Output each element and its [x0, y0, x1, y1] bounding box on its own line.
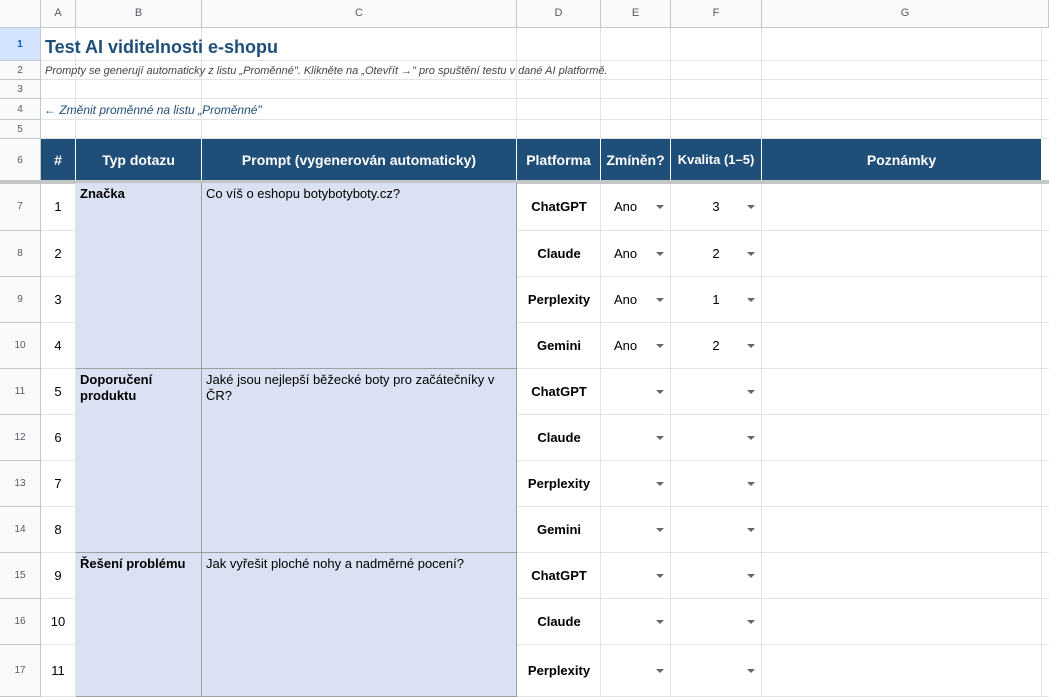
prompt-cell	[202, 553, 517, 697]
mentioned-dropdown[interactable]	[601, 645, 671, 696]
dropdown-caret-icon[interactable]	[747, 390, 755, 394]
quality-dropdown[interactable]	[671, 369, 762, 414]
row-header-10[interactable]	[0, 323, 41, 369]
row-header-1[interactable]	[0, 28, 41, 61]
column-header-g[interactable]	[762, 0, 1049, 28]
header-mentioned	[601, 139, 671, 181]
row-header-label: 3	[17, 83, 23, 95]
quality-dropdown[interactable]	[671, 599, 762, 644]
platform-name: Claude	[537, 246, 581, 261]
mentioned-dropdown[interactable]	[601, 277, 671, 322]
column-header-label: D	[554, 7, 563, 19]
row-number-cell	[41, 369, 76, 414]
quality-dropdown[interactable]	[671, 461, 762, 506]
notes-cell[interactable]	[762, 323, 1042, 368]
row-header-label: 17	[14, 665, 26, 676]
header-num-label: #	[54, 152, 62, 168]
platform-cell	[517, 553, 601, 598]
dropdown-caret-icon[interactable]	[747, 344, 755, 348]
platform-name: Gemini	[536, 522, 582, 537]
quality-dropdown[interactable]	[671, 507, 762, 552]
dropdown-caret-icon[interactable]	[747, 528, 755, 532]
column-header-f[interactable]	[671, 0, 762, 28]
platform-name: Perplexity	[527, 476, 591, 491]
prompt-cell	[202, 183, 517, 369]
query-type-text: Značka	[80, 186, 125, 201]
select-all-corner[interactable]	[0, 0, 41, 28]
row-number-cell	[41, 553, 76, 598]
quality-dropdown[interactable]	[671, 183, 762, 230]
column-header-b[interactable]	[76, 0, 202, 28]
row-header-12[interactable]	[0, 415, 41, 461]
notes-cell[interactable]	[762, 183, 1042, 230]
row-header-label: 5	[17, 123, 23, 135]
prompt-cell	[202, 369, 517, 553]
header-type-label: Typ dotazu	[102, 152, 175, 168]
row-number: 6	[54, 430, 62, 445]
row-number-cell	[41, 645, 76, 696]
query-type-text: Řešení problému	[80, 556, 186, 571]
quality-value: 1	[712, 292, 720, 307]
mentioned-dropdown[interactable]	[601, 415, 671, 460]
notes-cell[interactable]	[762, 507, 1042, 552]
mentioned-dropdown[interactable]	[601, 369, 671, 414]
platform-cell	[517, 369, 601, 414]
platform-cell	[517, 323, 601, 368]
row-header-label: 7	[17, 201, 23, 212]
mentioned-dropdown[interactable]	[601, 461, 671, 506]
column-header-c[interactable]	[202, 0, 517, 28]
mentioned-dropdown[interactable]	[601, 507, 671, 552]
header-num	[41, 139, 76, 181]
quality-value: 2	[712, 246, 720, 261]
platform-cell	[517, 183, 601, 230]
row-header-16[interactable]	[0, 599, 41, 645]
query-type-cell	[76, 183, 202, 369]
dropdown-caret-icon[interactable]	[656, 574, 664, 578]
platform-name: Gemini	[536, 338, 582, 353]
header-platform-label: Platforma	[526, 152, 591, 168]
row-number: 11	[51, 663, 65, 678]
quality-dropdown[interactable]	[671, 277, 762, 322]
platform-cell	[517, 415, 601, 460]
dropdown-caret-icon[interactable]	[747, 669, 755, 673]
row-header-label: 10	[14, 340, 26, 351]
prompt-text: Co víš o eshopu botybotyboty.cz?	[206, 186, 401, 201]
quality-dropdown[interactable]	[671, 323, 762, 368]
notes-cell[interactable]	[762, 645, 1042, 696]
row-header-label: 16	[14, 616, 26, 627]
column-header-label: E	[631, 7, 640, 19]
row-number: 5	[54, 384, 62, 399]
dropdown-caret-icon[interactable]	[656, 390, 664, 394]
platform-name: Claude	[537, 614, 581, 629]
notes-cell[interactable]	[762, 553, 1042, 598]
prompt-text: Jaké jsou nejlepší běžecké boty pro začátečníky v ČR?	[206, 372, 495, 403]
row-header-13[interactable]	[0, 461, 41, 507]
row-header-label: 2	[17, 64, 23, 76]
dropdown-caret-icon[interactable]	[656, 205, 664, 209]
dropdown-caret-icon[interactable]	[747, 298, 755, 302]
column-header-label: G	[900, 7, 910, 19]
platform-cell	[517, 507, 601, 552]
dropdown-caret-icon[interactable]	[747, 436, 755, 440]
row-number: 1	[54, 199, 62, 214]
row-header-14[interactable]	[0, 507, 41, 553]
platform-name: Claude	[537, 430, 581, 445]
row-number-cell	[41, 461, 76, 506]
header-type	[76, 139, 202, 181]
header-prompt-label: Prompt (vygenerován automaticky)	[241, 152, 477, 168]
quality-dropdown[interactable]	[671, 645, 762, 696]
mentioned-dropdown[interactable]	[601, 183, 671, 230]
row-header-label: 11	[14, 386, 26, 397]
row-number: 8	[54, 522, 62, 537]
mentioned-dropdown[interactable]	[601, 553, 671, 598]
mentioned-dropdown[interactable]	[601, 323, 671, 368]
platform-cell	[517, 231, 601, 276]
sheet-subtitle	[45, 61, 1035, 80]
row-header-label: 13	[14, 478, 26, 489]
platform-name: Perplexity	[527, 663, 591, 678]
platform-name: ChatGPT	[531, 568, 587, 583]
dropdown-caret-icon[interactable]	[747, 482, 755, 486]
notes-cell[interactable]	[762, 369, 1042, 414]
query-type-cell	[76, 553, 202, 697]
row-header-15[interactable]	[0, 553, 41, 599]
column-header-d[interactable]	[517, 0, 601, 28]
dropdown-caret-icon[interactable]	[656, 436, 664, 440]
row-number-cell	[41, 415, 76, 460]
column-header-a[interactable]	[41, 0, 76, 28]
column-header-label: C	[355, 7, 363, 19]
notes-cell[interactable]	[762, 415, 1042, 460]
dropdown-caret-icon[interactable]	[747, 252, 755, 256]
quality-dropdown[interactable]	[671, 231, 762, 276]
row-header-label: 4	[17, 103, 23, 115]
row-header-2[interactable]	[0, 61, 41, 80]
row-number: 7	[54, 476, 62, 491]
sheet-title	[45, 28, 745, 61]
prompt-text: Jak vyřešit ploché nohy a nadměrné pocení?	[206, 556, 464, 571]
platform-cell	[517, 461, 601, 506]
quality-value: 2	[712, 338, 720, 353]
dropdown-caret-icon[interactable]	[656, 298, 664, 302]
row-header-9[interactable]	[0, 277, 41, 323]
mentioned-dropdown[interactable]	[601, 599, 671, 644]
row-number: 10	[50, 614, 66, 629]
row-number: 2	[54, 246, 62, 261]
row-number: 4	[54, 338, 62, 353]
mentioned-value: Ano	[614, 199, 638, 214]
row-header-7[interactable]	[0, 183, 41, 231]
row-header-6[interactable]	[0, 139, 41, 183]
dropdown-caret-icon[interactable]	[656, 252, 664, 256]
header-prompt	[202, 139, 517, 181]
row-header-11[interactable]	[0, 369, 41, 415]
row-header-3[interactable]	[0, 80, 41, 99]
notes-cell[interactable]	[762, 277, 1042, 322]
row-number-cell	[41, 231, 76, 276]
header-quality-label: Kvalita (1–5)	[677, 152, 755, 167]
quality-value: 3	[712, 199, 720, 214]
row-header-label: 6	[17, 155, 23, 166]
dropdown-caret-icon[interactable]	[747, 205, 755, 209]
dropdown-caret-icon[interactable]	[656, 620, 664, 624]
row-number: 9	[54, 568, 62, 583]
notes-cell[interactable]	[762, 461, 1042, 506]
platform-name: ChatGPT	[531, 384, 587, 399]
row-number-cell	[41, 507, 76, 552]
mentioned-value: Ano	[614, 246, 638, 261]
platform-name: Perplexity	[527, 292, 591, 307]
change-variables-link-text: ← Změnit proměnné na listu „Proměnné"	[44, 102, 262, 117]
row-header-label: 9	[17, 294, 23, 305]
header-mentioned-label: Zmíněn?	[606, 152, 665, 168]
platform-cell	[517, 277, 601, 322]
quality-dropdown[interactable]	[671, 553, 762, 598]
query-type-text: Doporučení produktu	[80, 372, 153, 403]
row-header-4[interactable]	[0, 99, 41, 120]
row-header-5[interactable]	[0, 120, 41, 139]
query-type-cell	[76, 369, 202, 553]
dropdown-caret-icon[interactable]	[656, 482, 664, 486]
mentioned-value: Ano	[614, 292, 638, 307]
sheet-subtitle-text: Prompty se generují automaticky z listu „Proměnné". Klikněte na „Otevřít →" pro spuštění testu v dané AI platformě.	[45, 64, 608, 77]
row-number-cell	[41, 323, 76, 368]
mentioned-dropdown[interactable]	[601, 231, 671, 276]
dropdown-caret-icon[interactable]	[747, 574, 755, 578]
row-header-label: 15	[14, 570, 26, 581]
dropdown-caret-icon[interactable]	[656, 528, 664, 532]
notes-cell[interactable]	[762, 231, 1042, 276]
dropdown-caret-icon[interactable]	[656, 669, 664, 673]
platform-cell	[517, 599, 601, 644]
row-number-cell	[41, 277, 76, 322]
platform-name: ChatGPT	[531, 199, 587, 214]
change-variables-link[interactable]	[44, 99, 444, 120]
header-notes-label: Poznámky	[866, 152, 937, 168]
platform-cell	[517, 645, 601, 696]
header-quality	[671, 139, 762, 181]
header-platform	[517, 139, 601, 181]
column-header-e[interactable]	[601, 0, 671, 28]
mentioned-value: Ano	[614, 338, 638, 353]
column-header-label: A	[54, 7, 62, 19]
notes-cell[interactable]	[762, 599, 1042, 644]
dropdown-caret-icon[interactable]	[747, 620, 755, 624]
column-header-label: B	[134, 7, 143, 19]
row-number-cell	[41, 183, 76, 230]
row-header-label: 14	[14, 524, 26, 535]
row-header-label: 1	[17, 38, 23, 50]
column-header-label: F	[712, 7, 720, 19]
dropdown-caret-icon[interactable]	[656, 344, 664, 348]
row-header-8[interactable]	[0, 231, 41, 277]
row-header-17[interactable]	[0, 645, 41, 697]
sheet-title-text: Test AI viditelnosti e-shopu	[45, 37, 279, 57]
row-number: 3	[54, 292, 62, 307]
row-header-label: 12	[14, 432, 26, 443]
quality-dropdown[interactable]	[671, 415, 762, 460]
row-number-cell	[41, 599, 76, 644]
header-notes	[762, 139, 1042, 181]
row-header-label: 8	[17, 248, 23, 259]
